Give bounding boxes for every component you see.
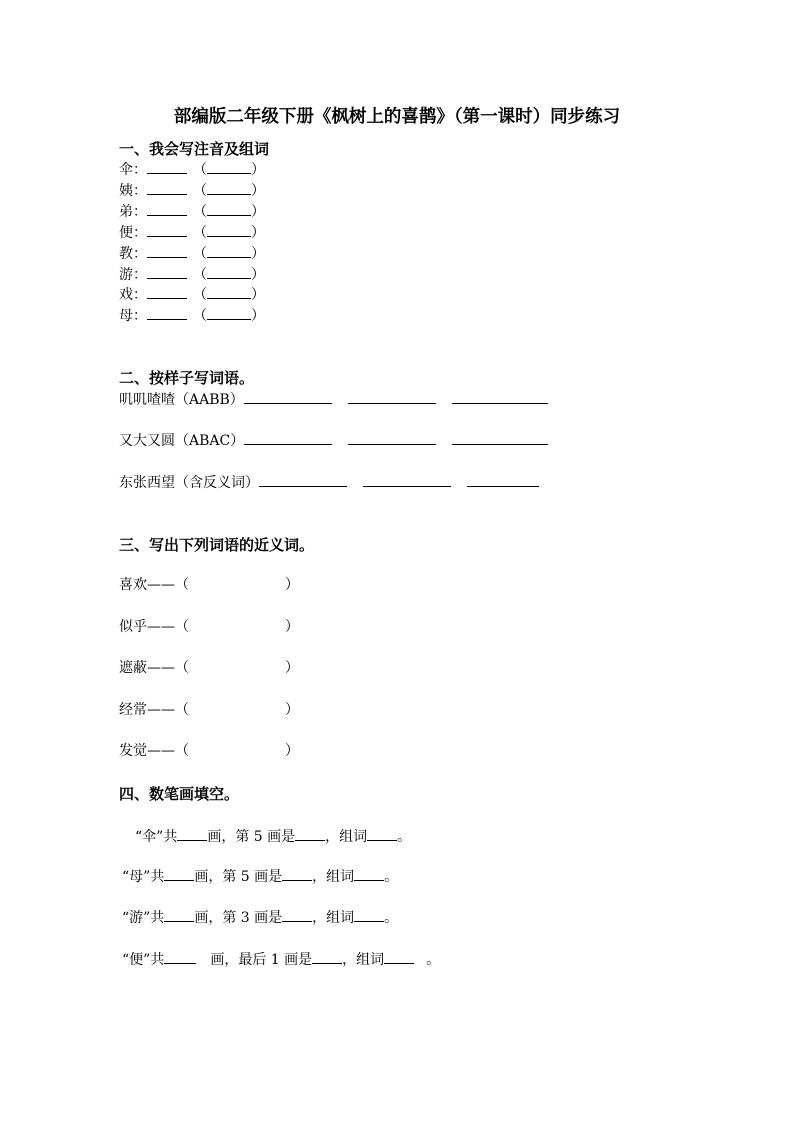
synonym-word: 似乎——（ — [119, 619, 189, 635]
synonym-word: 经常——（ — [119, 702, 189, 718]
answer-blank[interactable] — [244, 389, 332, 404]
pinyin-blank[interactable] — [147, 243, 187, 258]
pinyin-blank[interactable] — [147, 284, 187, 299]
char-label: 教： — [119, 246, 147, 262]
pinyin-row: 母： （ ） — [119, 305, 265, 326]
char-label: 游： — [119, 267, 147, 283]
pattern-label: 叽叽喳喳（AABB） — [119, 392, 244, 408]
char-label: 弟： — [119, 204, 147, 220]
pinyin-row: 教： （ ） — [119, 243, 265, 264]
pattern-label: 东张西望（含反义词） — [119, 475, 259, 491]
word-blank[interactable] — [207, 243, 251, 258]
answer-blank[interactable] — [348, 430, 436, 445]
synonym-row: 经常——（ ） — [119, 702, 299, 718]
answer-blank[interactable] — [259, 472, 347, 487]
pinyin-blank[interactable] — [147, 159, 187, 174]
stroke-count-blank[interactable] — [164, 866, 194, 881]
answer-blank[interactable] — [244, 430, 332, 445]
stroke-count-blank[interactable] — [164, 949, 196, 964]
pattern-label: 又大又圆（ABAC） — [119, 433, 245, 449]
synonym-row: 遮蔽——（ ） — [119, 660, 299, 676]
pinyin-row: 伞： （ ） — [119, 159, 265, 180]
section2-heading: 二、按样子写词语。 — [119, 369, 255, 387]
pinyin-blank[interactable] — [147, 180, 187, 195]
answer-blank[interactable] — [452, 389, 548, 404]
pinyin-blank[interactable] — [147, 201, 187, 216]
pinyin-row: 弟： （ ） — [119, 201, 265, 222]
stroke-blank[interactable] — [282, 866, 312, 881]
answer-blank[interactable] — [452, 430, 548, 445]
answer-blank[interactable] — [363, 472, 451, 487]
stroke-row: “游”共 画，第 3 画是 ，组词 。 — [122, 907, 398, 928]
section4-heading: 四、数笔画填空。 — [119, 785, 240, 803]
stroke-row: “便”共 画，最后 1 画是 ，组词 。 — [122, 949, 440, 970]
stroke-blank[interactable] — [295, 826, 325, 841]
word-blank[interactable] — [207, 180, 251, 195]
word-blank[interactable] — [354, 907, 384, 922]
pinyin-blank[interactable] — [147, 305, 187, 320]
stroke-blank[interactable] — [282, 907, 312, 922]
word-blank[interactable] — [354, 866, 384, 881]
stroke-count-blank[interactable] — [164, 907, 194, 922]
stroke-count-blank[interactable] — [177, 826, 207, 841]
word-blank[interactable] — [207, 201, 251, 216]
synonym-row: 似乎——（ ） — [119, 619, 299, 635]
stroke-row: “伞”共 画，第 5 画是 ，组词 。 — [135, 826, 411, 847]
pinyin-row: 便： （ ） — [119, 222, 265, 243]
word-blank[interactable] — [207, 222, 251, 237]
pinyin-row: 游： （ ） — [119, 264, 265, 285]
pinyin-row: 姨： （ ） — [119, 180, 265, 201]
char-label: 戏： — [119, 287, 147, 303]
word-blank[interactable] — [207, 264, 251, 279]
synonym-row: 喜欢——（ ） — [119, 577, 299, 593]
pattern-row — [119, 430, 548, 451]
synonym-row: 发觉——（ ） — [119, 743, 299, 759]
synonym-word: 喜欢——（ — [119, 577, 189, 593]
pinyin-blank[interactable] — [147, 264, 187, 279]
pinyin-row: 戏： （ ） — [119, 284, 265, 305]
section1-heading: 一、我会写注音及组词 — [119, 140, 270, 158]
page-title: 部编版二年级下册《枫树上的喜鹊》（第一课时）同步练习 — [173, 107, 621, 127]
char-label: 母： — [119, 308, 147, 324]
stroke-row: “母”共 画，第 5 画是 ，组词 。 — [122, 866, 398, 887]
word-blank[interactable] — [367, 826, 397, 841]
word-blank[interactable] — [207, 159, 251, 174]
pattern-row — [119, 389, 548, 410]
word-blank[interactable] — [207, 305, 251, 320]
answer-blank[interactable] — [348, 389, 436, 404]
char-label: 姨： — [119, 183, 147, 199]
word-blank[interactable] — [207, 284, 251, 299]
stroke-blank[interactable] — [312, 949, 342, 964]
pattern-row — [119, 472, 539, 493]
answer-blank[interactable] — [467, 472, 539, 487]
synonym-word: 遮蔽——（ — [119, 660, 189, 676]
synonym-word: 发觉——（ — [119, 743, 189, 759]
char-label: 伞： — [119, 162, 147, 178]
pinyin-blank[interactable] — [147, 222, 187, 237]
word-blank[interactable] — [384, 949, 414, 964]
section3-heading: 三、写出下列词语的近义词。 — [119, 536, 315, 554]
char-label: 便： — [119, 225, 147, 241]
